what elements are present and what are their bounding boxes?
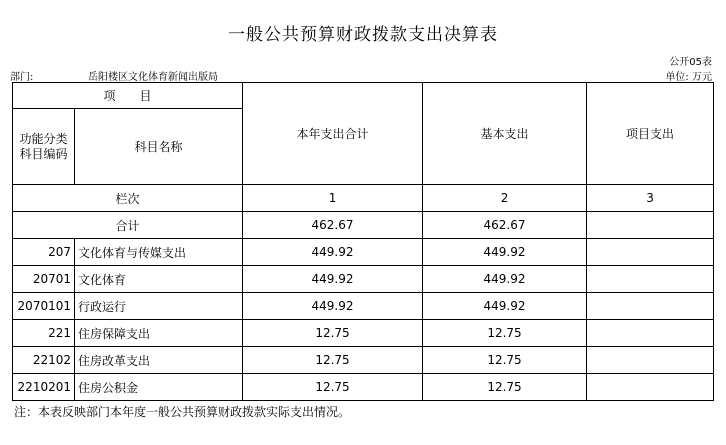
row-total: 12.75 [243,374,423,401]
column-order-1: 1 [243,185,423,212]
table-row [13,239,714,266]
row-name: 住房改革支出 [75,347,243,374]
row-project [587,293,714,320]
row-basic: 449.92 [423,293,587,320]
department-label: 部门: [10,72,34,83]
column-order-2: 2 [423,185,587,212]
total-label: 合计 [13,212,243,239]
report-title: 一般公共预算财政拨款支出决算表 [228,25,498,45]
expenditure-table [12,82,714,401]
header-subject-name: 科目名称 [75,109,243,185]
row-name: 文化体育与传媒支出 [75,239,243,266]
row-name: 文化体育 [75,266,243,293]
total-row [13,212,714,239]
header-basic: 基本支出 [423,83,587,185]
row-project [587,239,714,266]
header-row-item [13,83,714,109]
row-project [587,347,714,374]
unit-label: 单位: 万元 [665,72,712,83]
row-basic: 12.75 [423,347,587,374]
row-total: 449.92 [243,266,423,293]
column-order-row [13,185,714,212]
row-code: 22102 [13,347,75,374]
table-row [13,347,714,374]
table-row [13,293,714,320]
row-total: 12.75 [243,347,423,374]
row-basic: 449.92 [423,239,587,266]
column-order-3: 3 [587,185,714,212]
row-code: 2070101 [13,293,75,320]
row-basic: 12.75 [423,374,587,401]
row-project [587,320,714,347]
row-project [587,374,714,401]
table-row [13,266,714,293]
table-row [13,320,714,347]
header-total: 本年支出合计 [243,83,423,185]
row-code: 207 [13,239,75,266]
total-basic: 462.67 [423,212,587,239]
header-func-code: 功能分类科目编码 [13,109,75,185]
table-code: 公开05表 [669,57,712,68]
row-basic: 12.75 [423,320,587,347]
row-code: 221 [13,320,75,347]
row-project [587,266,714,293]
total-project [587,212,714,239]
total-amount: 462.67 [243,212,423,239]
row-name: 住房保障支出 [75,320,243,347]
row-total: 12.75 [243,320,423,347]
row-basic: 449.92 [423,266,587,293]
footnote: 注：本表反映部门本年度一般公共预算财政拨款实际支出情况。 [14,405,351,419]
row-code: 2210201 [13,374,75,401]
header-item: 项 目 [13,83,243,109]
table-row [13,374,714,401]
row-name: 行政运行 [75,293,243,320]
row-code: 20701 [13,266,75,293]
department-name: 岳阳楼区文化体育新闻出版局 [88,72,218,83]
row-total: 449.92 [243,239,423,266]
header-project: 项目支出 [587,83,714,185]
row-total: 449.92 [243,293,423,320]
row-name: 住房公积金 [75,374,243,401]
column-order-label: 栏次 [13,185,243,212]
